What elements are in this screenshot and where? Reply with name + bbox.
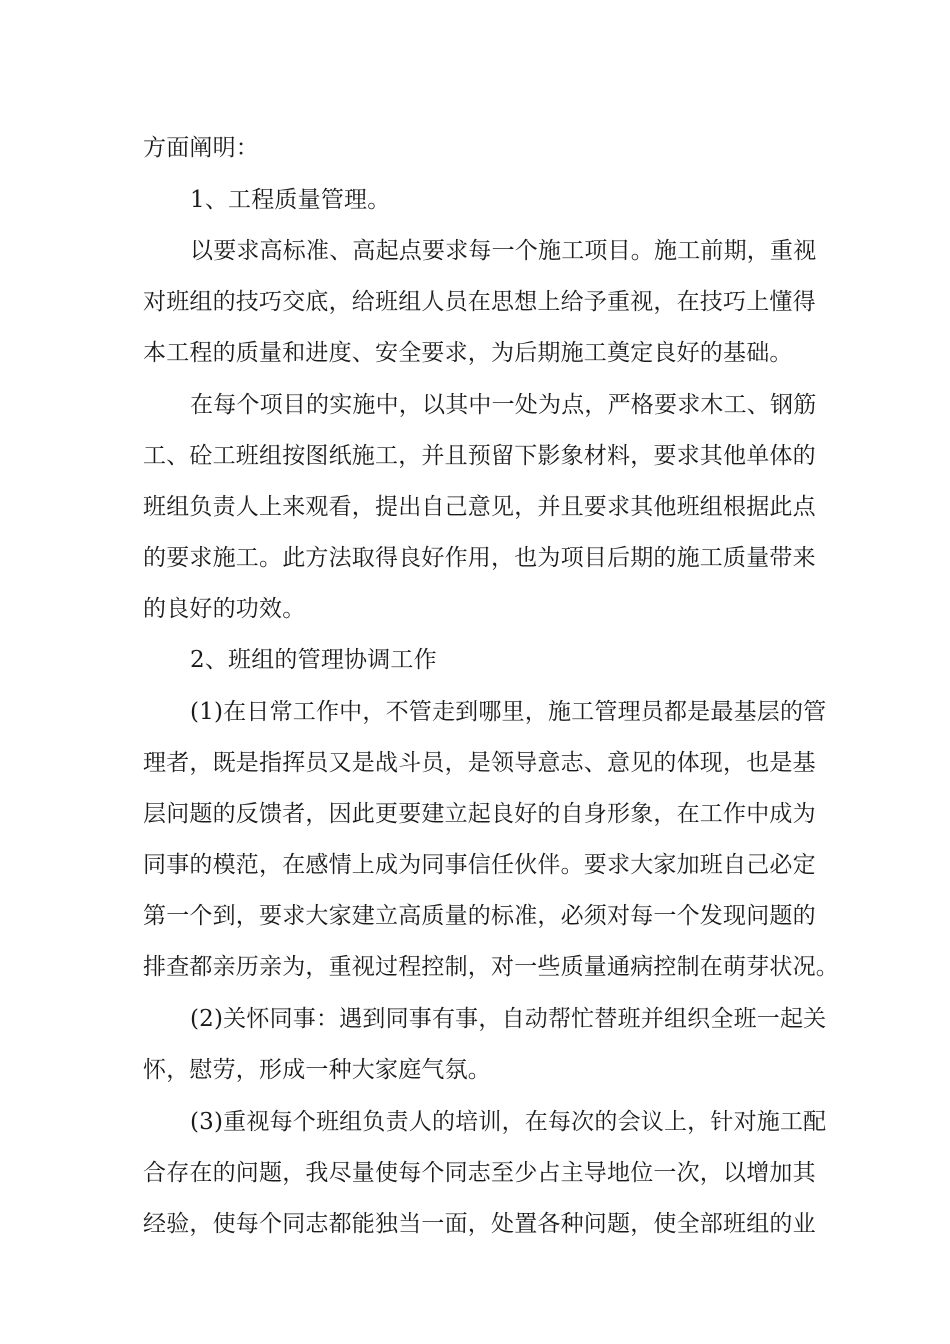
paragraph-line: 方面阐明： (143, 135, 259, 161)
paragraph-line: 对班组的技巧交底，给班组人员在思想上给予重视，在技巧上懂得 (143, 289, 816, 315)
section-heading: 2、班组的管理协调工作 (190, 647, 437, 673)
paragraph-line: 经验，使每个同志都能独当一面，处置各种问题，使全部班组的业 (143, 1211, 816, 1237)
paragraph-line: 的要求施工。此方法取得良好作用，也为项目后期的施工质量带来 (143, 545, 816, 571)
paragraph-line: 的良好的功效。 (143, 596, 306, 622)
paragraph-line: 排查都亲历亲为，重视过程控制，对一些质量通病控制在萌芽状况。 (143, 954, 839, 980)
paragraph-line: 同事的模范，在感情上成为同事信任伙伴。要求大家加班自己必定 (143, 852, 816, 878)
paragraph-line: (3)重视每个班组负责人的培训，在每次的会议上，针对施工配 (190, 1109, 827, 1135)
paragraph-line: 工、砼工班组按图纸施工，并且预留下影象材料，要求其他单体的 (143, 443, 816, 469)
paragraph-line: 班组负责人上来观看，提出自己意见，并且要求其他班组根据此点 (143, 494, 816, 520)
paragraph-line: 第一个到，要求大家建立高质量的标准，必须对每一个发现问题的 (143, 903, 816, 929)
section-heading: 1、工程质量管理。 (190, 187, 391, 213)
paragraph-line: 本工程的质量和进度、安全要求，为后期施工奠定良好的基础。 (143, 340, 793, 366)
paragraph-line: 在每个项目的实施中，以其中一处为点，严格要求木工、钢筋 (190, 392, 817, 418)
paragraph-line: (1)在日常工作中，不管走到哪里，施工管理员都是最基层的管 (190, 699, 827, 725)
paragraph-line: 理者，既是指挥员又是战斗员，是领导意志、意见的体现，也是基 (143, 750, 816, 776)
paragraph-line: 合存在的问题，我尽量使每个同志至少占主导地位一次，以增加其 (143, 1160, 816, 1186)
paragraph-line: 以要求高标准、高起点要求每一个施工项目。施工前期，重视 (190, 238, 817, 264)
paragraph-line: 怀，慰劳，形成一种大家庭气氛。 (143, 1057, 491, 1083)
paragraph-line: (2)关怀同事：遇到同事有事，自动帮忙替班并组织全班一起关 (190, 1006, 827, 1032)
paragraph-line: 层问题的反馈者，因此更要建立起良好的自身形象，在工作中成为 (143, 801, 816, 827)
